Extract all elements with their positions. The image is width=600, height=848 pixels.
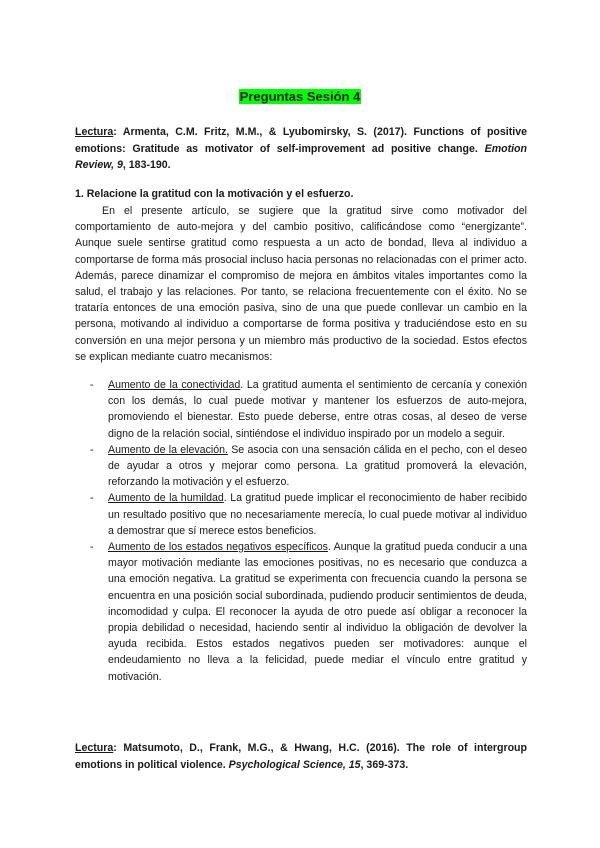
reference-1-lead: Lectura (75, 126, 114, 138)
list-item (90, 442, 527, 491)
body-paragraph: En el presente artículo, se sugiere que la gratitud sirve como motivador del comportamiento de auto-mejora y del cambio positivo, calificándose como “energizante”. Aunque suele sentirse gratitud como respuesta a un acto de bondad, lleva al individuo a comportarse de forma más prosocial incluso hacia personas no relacionadas con el primer acto. Además, parece dinamizar el compromiso de mejora en ámbitos vitales importantes como la salud, el trabajo y las relaciones. Por tanto, se relaciona frecuentemente con el éxito. No se trataría entonces de una emoción pasiva, sino de una que puede conllevar un cambio en la persona, motivando al individuo a comportarse de forma positiva y traduciéndose esto en su conversión en una mejor persona y un miembro más productivo de la sociedad. Estos efectos se explican mediante cuatro mecanismos: (75, 205, 527, 363)
list-item-text: . Aunque la gratitud pueda conducir a una mayor motivación mediante las emociones positivas, no es necesario que conduzca a una emoción negativa. La gratitud se experimenta con frecuencia cuando la persona se encuentra en una posición social subordinada, pudiendo producir sentimientos de deuda, incomodidad y culpa. El reconocer la ayuda de otro puede así obligar a reconocer la propia debilidad o necesidad, haciendo sentir al individuo la obligación de devolver la ayuda recibida. Estos estados negativos pueden ser motivadores: aunque el endeudamiento no lleva a la felicidad, puede mediar el vínculo entre gratitud y motivación. (108, 541, 527, 683)
reference-2-pages: , 369-373. (360, 758, 409, 771)
reference-1-journal: Emotion Review, 9 (75, 142, 527, 171)
list-item-text: Se asocia con una sensación cálida en el pecho, con el deseo de ayudar a otros y mejorar como persona. La gratitud promoverá la elevación, reforzando la motivación y el esfuerzo. (108, 443, 527, 489)
list-item-text: . La gratitud aumenta el sentimiento de cercanía y conexión con los demás, lo cual puede motivar y mantener los esfuerzos de auto-mejora, promoviendo el bienestar. Esto puede deberse, entre otras cosas, al deseo de verse digno de la relación social, sintiéndose el individuo inspirado por un modelo a seguir. (108, 379, 527, 440)
list-item-term: Aumento de los estados negativos específicos (108, 541, 328, 554)
list-item-term: Aumento de la humildad (108, 492, 224, 505)
reference-1 (75, 124, 527, 174)
mechanisms-list (90, 377, 527, 685)
reference-2-lead: Lectura (75, 742, 114, 754)
reference-1-pages: , 183-190. (122, 159, 171, 171)
list-item (90, 377, 527, 442)
page-title-text: Preguntas Sesión 4 (239, 89, 361, 104)
question-1-heading: 1. Relacione la gratitud con la motivación y el esfuerzo. (75, 188, 354, 200)
reference-2-citation: : Matsumoto, D., Frank, M.G., & Hwang, H.C. (2016). The role of intergroup emotions in political violence. (75, 742, 527, 771)
list-item-term: Aumento de la elevación. (108, 443, 228, 456)
reference-2 (75, 740, 527, 773)
list-dash: - (90, 443, 94, 456)
list-item (90, 490, 527, 539)
page-title (0, 88, 600, 106)
list-item-text: . La gratitud puede implicar el reconocimiento de haber recibido un resultado positivo que no necesariamente merecía, lo cual puede motivar al individuo a demostrar que sí merece estos beneficios. (108, 492, 527, 537)
list-item-term: Aumento de la conectividad (108, 379, 241, 391)
reference-1-citation: : Armenta, C.M. Fritz, M.M., & Lyubomirsky, S. (2017). Functions of positive emotions: Gratitude as motivator of self-improvement ad positive change. (75, 126, 527, 155)
reference-2-journal: Psychological Science, 15 (228, 758, 361, 771)
list-dash: - (90, 379, 94, 391)
list-dash: - (90, 492, 94, 505)
list-dash: - (90, 541, 94, 554)
list-item (90, 539, 527, 685)
